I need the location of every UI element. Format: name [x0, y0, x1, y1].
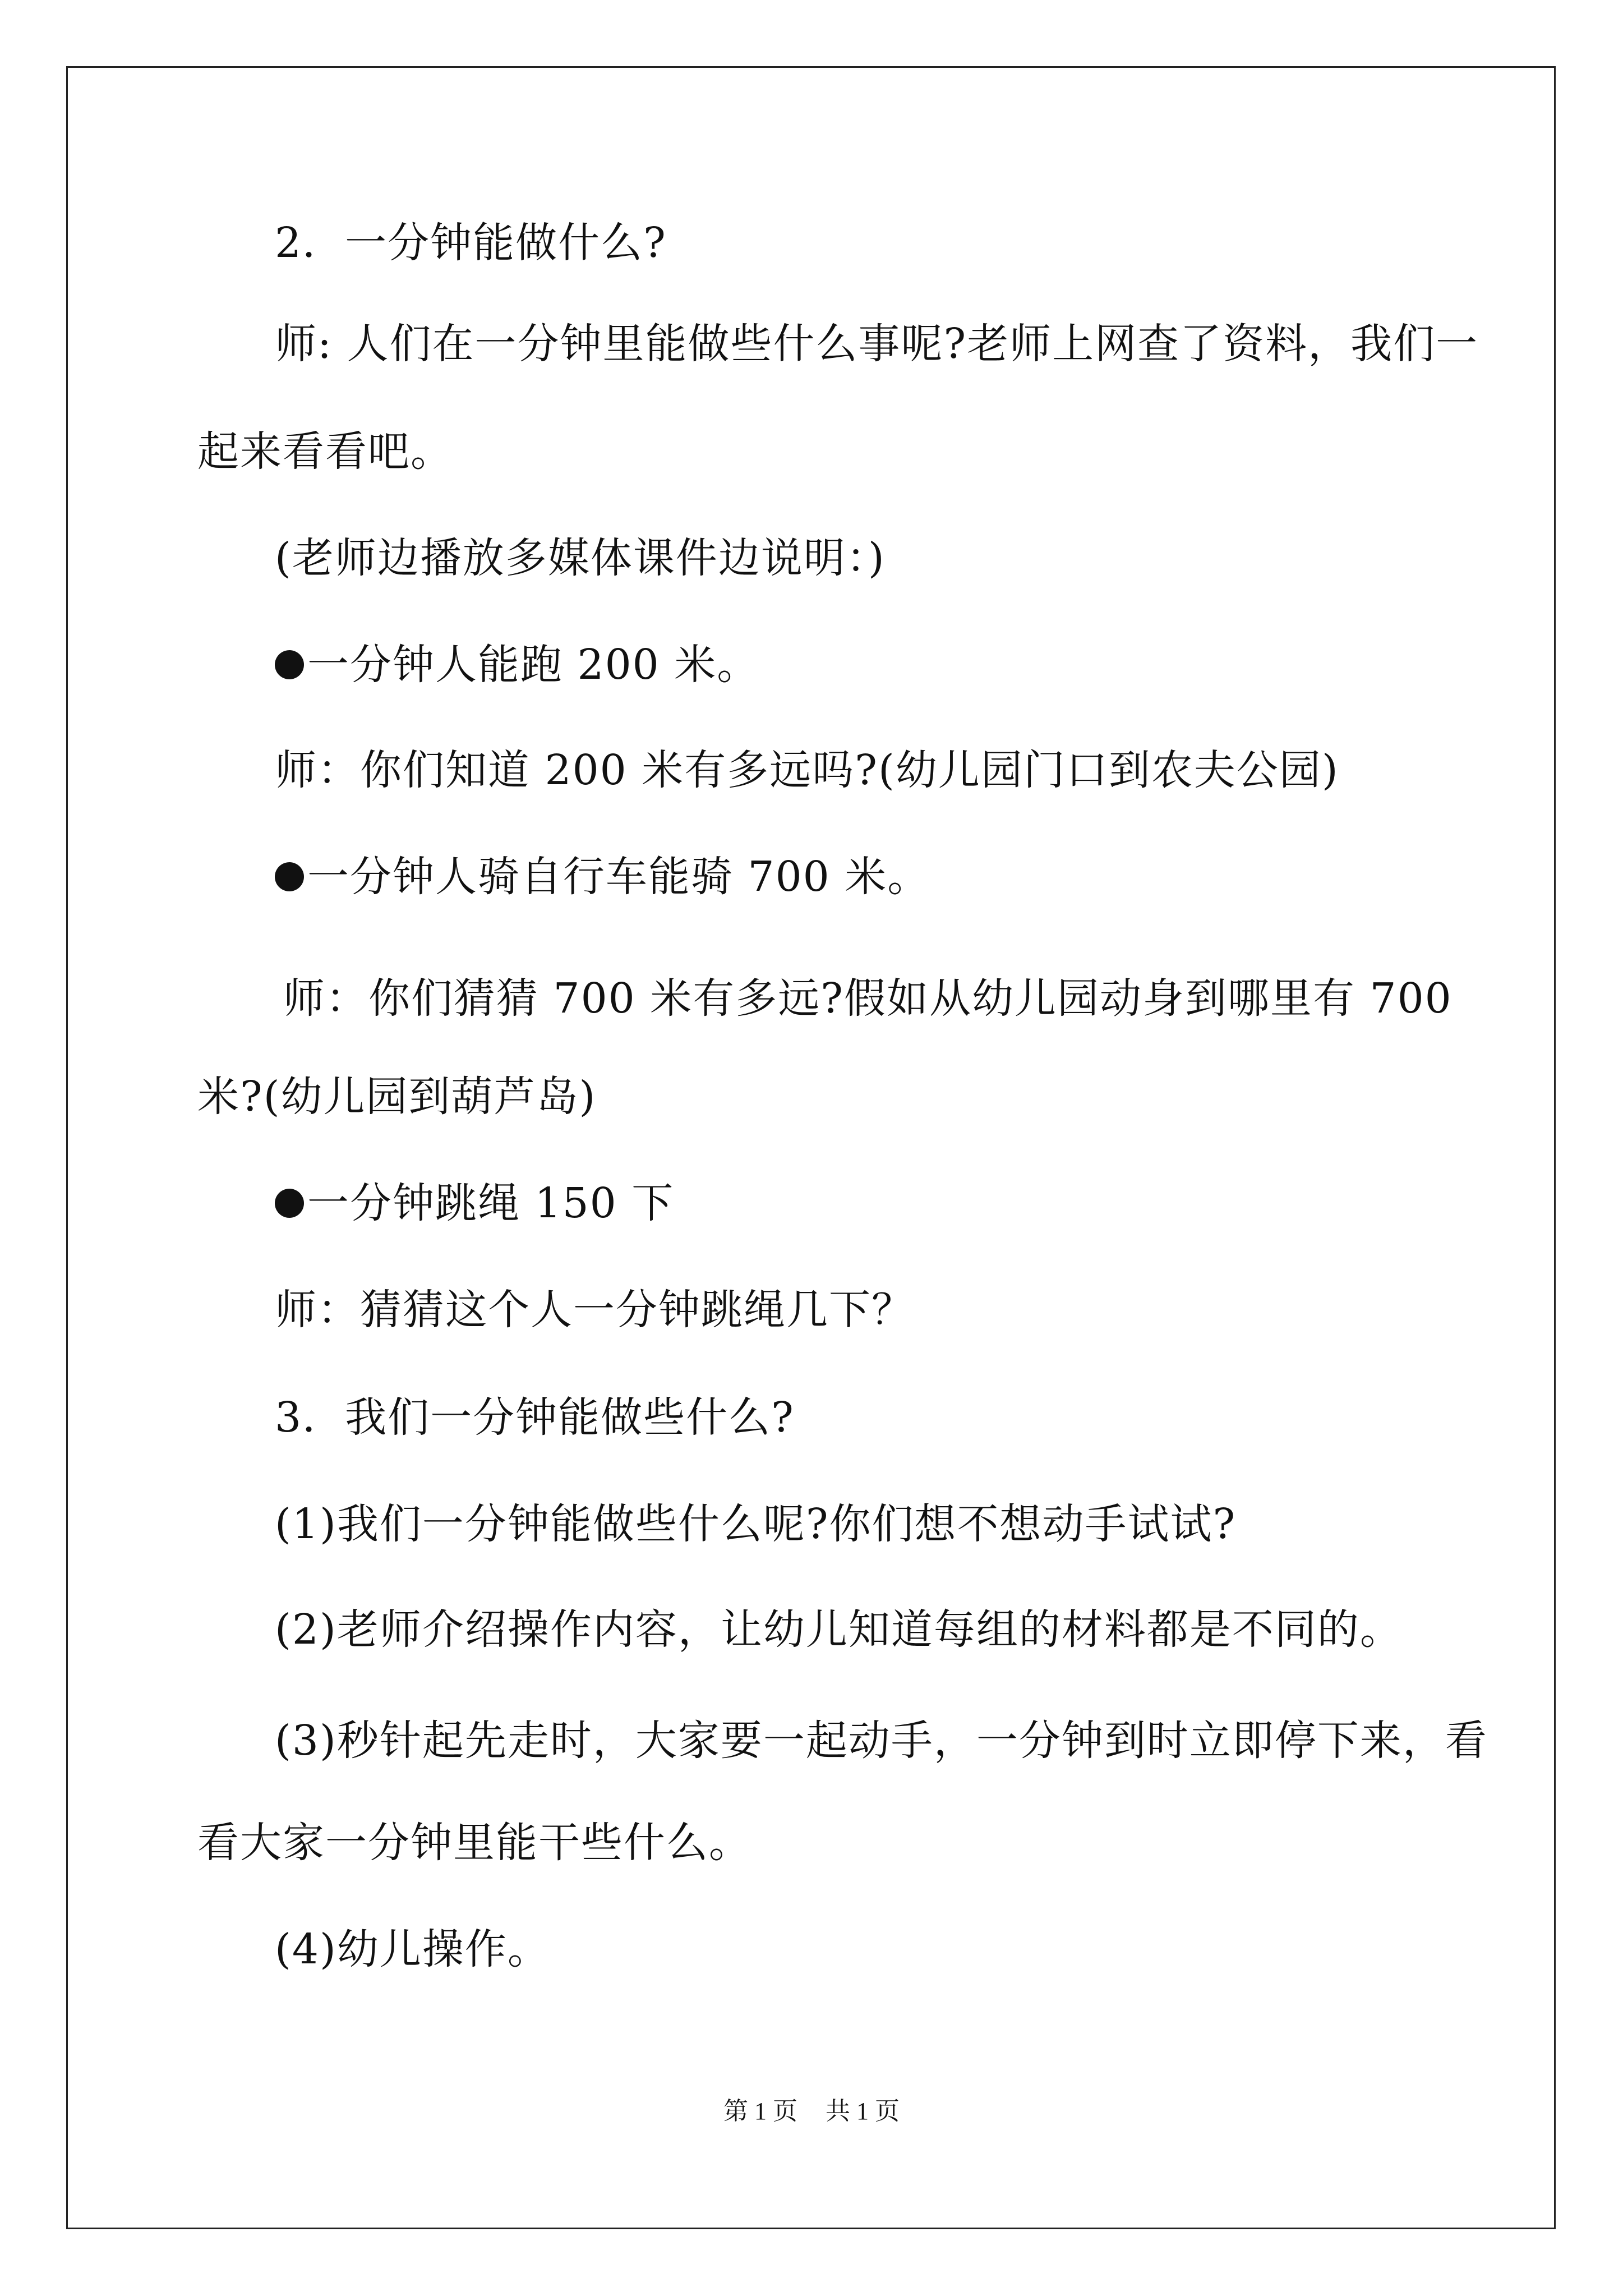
paragraph-line: 师：你们猜猜 700 米有多远?假如从幼儿园动身到哪里有 700: [283, 974, 1453, 1023]
paragraph-line: (1)我们一分钟能做些什么呢?你们想不想动手试试?: [275, 1500, 1237, 1548]
paragraph-line: (4)幼儿操作。: [275, 1925, 550, 1973]
paragraph-line: 米?(幼儿园到葫芦岛): [197, 1073, 597, 1121]
paragraph-line: (2)老师介绍操作内容，让幼儿知道每组的材料都是不同的。: [275, 1605, 1403, 1654]
bullet-item: [275, 639, 759, 690]
bullet-item: [275, 1178, 674, 1228]
section-heading-3: 3．我们一分钟能做些什么?: [275, 1393, 795, 1442]
bullet-text: 一分钟人骑自行车能骑 700 米。: [307, 853, 930, 901]
bullet-text: 一分钟人能跑 200 米。: [307, 641, 760, 689]
paragraph-line: 起来看看吧。: [197, 427, 453, 476]
page-number: 第 1 页: [723, 2097, 797, 2125]
bullet-icon: [275, 862, 304, 891]
paragraph-line: 看大家一分钟里能干些什么。: [197, 1819, 751, 1867]
bullet-icon: [275, 1189, 304, 1218]
page-footer: [0, 2096, 1623, 2127]
paragraph-line: 师：你们知道 200 米有多远吗?(幼儿园门口到农夫公园): [275, 746, 1339, 794]
page-border: [66, 66, 1556, 2229]
bullet-item: [275, 852, 930, 902]
section-heading-2: 2．一分钟能做什么?: [275, 219, 667, 267]
bullet-icon: [275, 650, 304, 679]
bullet-text: 一分钟跳绳 150 下: [307, 1179, 675, 1227]
page-total: 共 1 页: [826, 2097, 900, 2125]
paragraph-line: (老师边播放多媒体课件边说明：): [275, 534, 886, 582]
paragraph-line: (3)秒针起先走时，大家要一起动手，一分钟到时立即停下来，看: [275, 1717, 1488, 1765]
paragraph-line: 师: 人们在一分钟里能做些什么事呢?老师上网查了资料，我们一: [275, 320, 1479, 368]
paragraph-line: 师：猜猜这个人一分钟跳绳几下？: [275, 1286, 914, 1334]
